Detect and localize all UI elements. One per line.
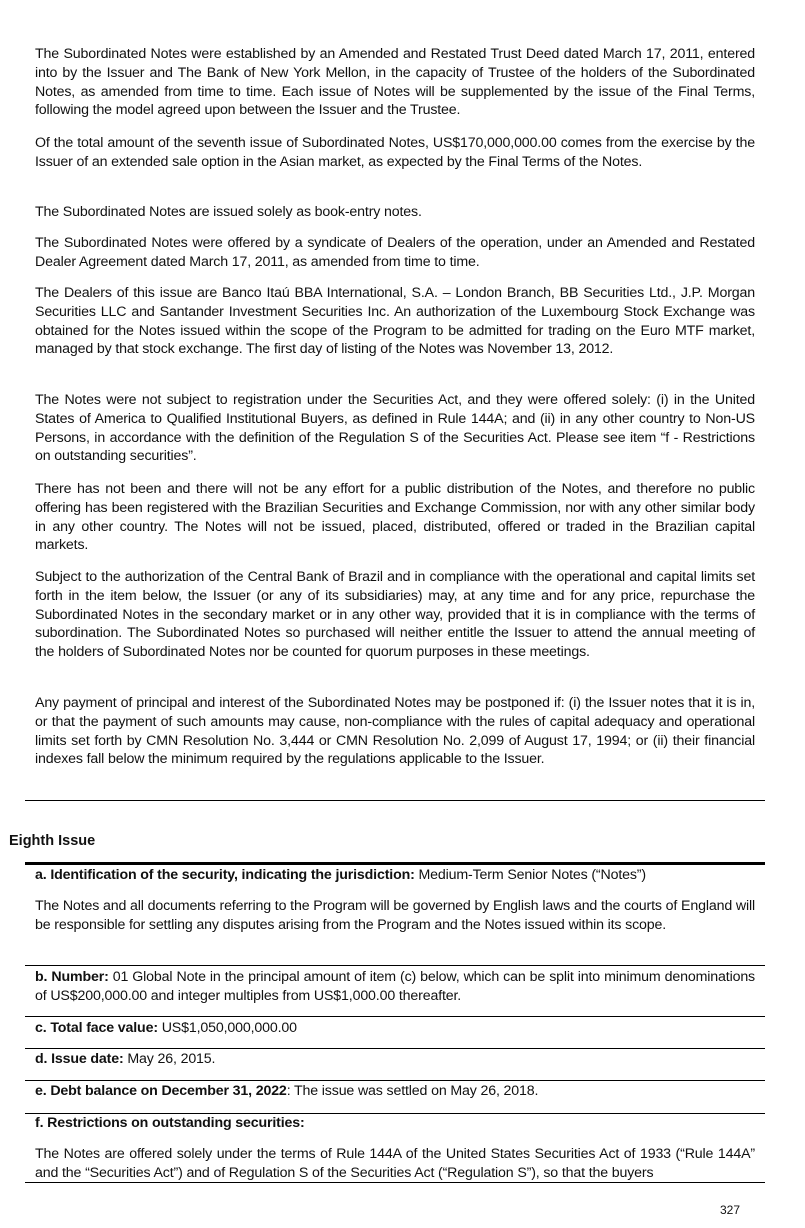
item-b-value: 01 Global Note in the principal amount of item (c) below, which can be split into minimum denominations of US$200,000.00 and integer multiples from US$1,000.00 thereafter. bbox=[35, 969, 755, 1004]
paragraph-dealers-listing: The Dealers of this issue are Banco Itaú BBA International, S.A. – London Branch, BB Securities Ltd., J.P. Morgan Securities LLC and Santander Investment Securities Inc. An authorization of the Luxembourg Stock Exchange was obtained for the Notes issued within the scope of the Program to be admitted for trading on the Euro MTF market, managed by that stock exchange. The first day of listing of the Notes was November 13, 2012. bbox=[35, 285, 755, 358]
item-f-paragraph: The Notes are offered solely under the terms of Rule 144A of the United States Securities Act of 1933 (“Rule 144A” and the “Securities Act”) and of Regulation S of the Securities Act (“Regulation S”), so that the buyers bbox=[35, 1146, 755, 1181]
item-f-restrictions bbox=[35, 1114, 755, 1133]
item-a-value: Medium-Term Senior Notes (“Notes”) bbox=[414, 867, 646, 883]
item-d-issue-date bbox=[35, 1050, 755, 1069]
item-b-number bbox=[35, 968, 755, 1006]
paragraph-payment-postponement: Any payment of principal and interest of the Subordinated Notes may be postponed if: (i) the Issuer notes that it is in, or that the payment of such amounts may cause, non-compliance with the rules of capital adequacy and operational limits set forth by CMN Resolution No. 3,444 or CMN Resolution No. 2,099 of August 17, 1994; or (ii) their financial indexes fall below the minimum required by the regulations applicable to the Issuer. bbox=[35, 695, 755, 768]
item-c-label: c. Total face value: bbox=[35, 1020, 158, 1036]
section-heading-eighth-issue: Eighth Issue bbox=[9, 833, 96, 849]
item-c-total-face-value bbox=[35, 1019, 755, 1038]
item-e-value: : The issue was settled on May 26, 2018. bbox=[286, 1083, 539, 1099]
item-d-value: May 26, 2015. bbox=[123, 1051, 216, 1067]
row-divider bbox=[25, 1048, 765, 1049]
item-b-label: b. Number: bbox=[35, 969, 109, 985]
paragraph-seventh-issue-amount: Of the total amount of the seventh issue of Subordinated Notes, US$170,000,000.00 comes from the exercise by the Issuer of an extended sale option in the Asian market, as expected by the Final Terms of the Notes. bbox=[35, 135, 755, 170]
row-divider bbox=[25, 965, 765, 966]
paragraph-repurchase: Subject to the authorization of the Central Bank of Brazil and in compliance with the operational and capital limits set forth in the item below, the Issuer (or any of its subsidiaries) may, at any time and for any price, repurchase the Subordinated Notes in the secondary market or in any other way, provided that it is in compliance with the terms of subordination. The Subordinated Notes so purchased will neither entitle the Issuer to attend the annual meeting of the holders of Subordinated Notes nor be counted for quorum purposes in these meetings. bbox=[35, 569, 755, 661]
item-a-label: a. Identification of the security, indicating the jurisdiction: bbox=[35, 867, 415, 883]
paragraph-registration: The Notes were not subject to registration under the Securities Act, and they were offered solely: (i) in the United States of America to Qualified Institutional Buyers, as defined in Rule 144A; and (ii) in any other country to Non-US Persons, in accordance with the definition of the Regulation S of the Securities Act. Please see item “f - Restrictions on outstanding securities”. bbox=[35, 392, 755, 465]
row-divider bbox=[25, 1016, 765, 1017]
paragraph-public-distribution: There has not been and there will not be any effort for a public distribution of the Notes, and therefore no public offering has been registered with the Brazilian Securities and Exchange Commission, nor with any other similar body in any other country. The Notes will not be issued, placed, distributed, offered or traded in the Brazilian capital markets. bbox=[35, 481, 755, 554]
item-a-governing-law: The Notes and all documents referring to the Program will be governed by English laws and the courts of England will be responsible for settling any disputes arising from the Program and the Notes issued within its scope. bbox=[35, 898, 755, 933]
section-divider bbox=[25, 800, 765, 801]
item-e-debt-balance bbox=[35, 1082, 755, 1101]
item-f-label: f. Restrictions on outstanding securities: bbox=[35, 1115, 305, 1131]
table-top-border bbox=[25, 862, 765, 865]
item-d-label: d. Issue date: bbox=[35, 1051, 124, 1067]
page-number: 327 bbox=[720, 1203, 741, 1217]
item-a-identification bbox=[35, 866, 755, 885]
item-e-label: e. Debt balance on December 31, 2022 bbox=[35, 1083, 287, 1099]
table-bottom-border bbox=[25, 1182, 765, 1183]
row-divider bbox=[25, 1080, 765, 1081]
paragraph-dealer-syndicate: The Subordinated Notes were offered by a syndicate of Dealers of the operation, under an Amended and Restated Dealer Agreement dated March 17, 2011, as amended from time to time. bbox=[35, 235, 755, 270]
item-c-value: US$1,050,000,000.00 bbox=[157, 1020, 297, 1036]
paragraph-trust-deed: The Subordinated Notes were established by an Amended and Restated Trust Deed dated March 17, 2011, entered into by the Issuer and The Bank of New York Mellon, in the capacity of Trustee of the holders of the Subordinated Notes, as amended from time to time. Each issue of Notes will be supplemented by the issue of the Final Terms, following the model agreed upon between the Issuer and the Trustee. bbox=[35, 46, 755, 119]
paragraph-book-entry: The Subordinated Notes are issued solely as book-entry notes. bbox=[35, 204, 422, 220]
